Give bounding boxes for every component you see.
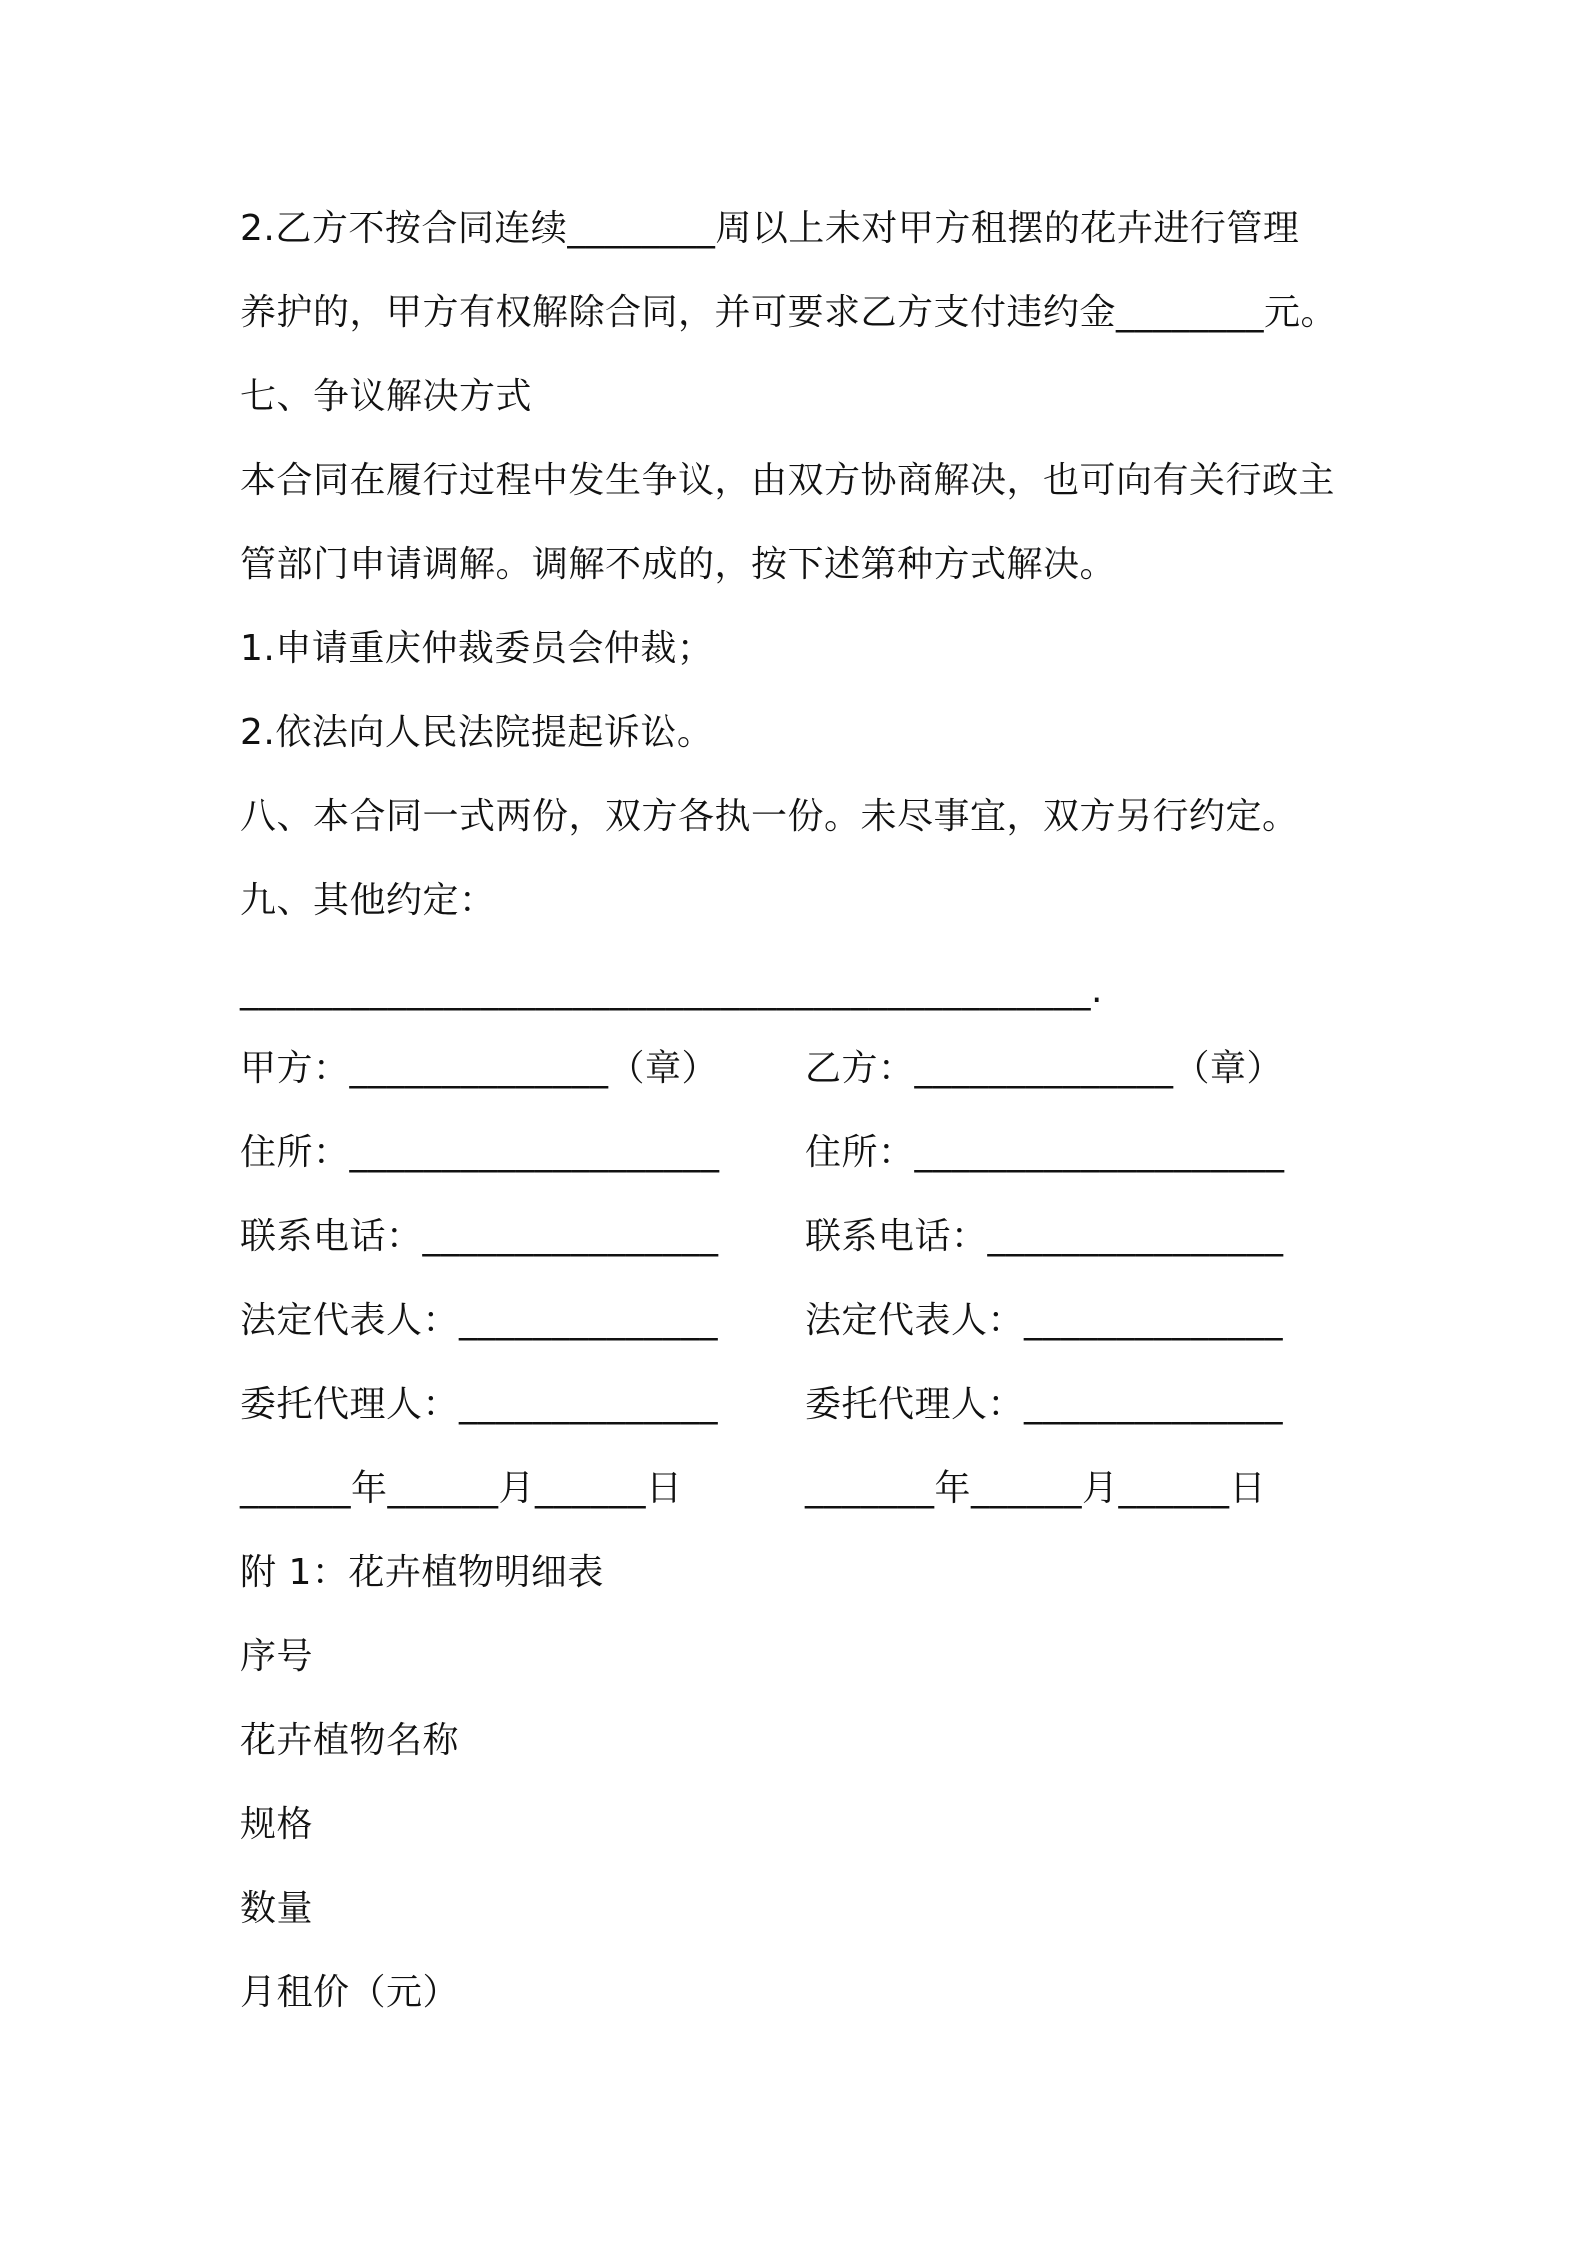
appendix-column-spec: 规格 [240, 1804, 314, 1845]
party-b-name: 乙方：______________（章） [805, 1048, 1284, 1089]
appendix-column-quantity: 数量 [240, 1888, 314, 1929]
section-7-heading: 七、争议解决方式 [240, 376, 533, 417]
dispute-option-1: 1.申请重庆仲裁委员会仲裁； [240, 628, 714, 669]
party-a-address: 住所：____________________ [240, 1132, 720, 1173]
breach-clause-2-line-1: 2.乙方不按合同连续________周以上未对甲方租摆的花卉进行管理 [240, 208, 1300, 249]
party-b-legal-rep: 法定代表人：______________ [805, 1300, 1284, 1341]
party-a-legal-rep: 法定代表人：______________ [240, 1300, 719, 1341]
appendix-column-plant-name: 花卉植物名称 [240, 1720, 460, 1761]
section-7-body-line-1: 本合同在履行过程中发生争议，由双方协商解决，也可向有关行政主 [240, 460, 1336, 501]
party-a-date: ______年______月______日 [240, 1468, 683, 1509]
section-9-heading: 九、其他约定： [240, 880, 496, 921]
party-a-phone: 联系电话：________________ [240, 1216, 719, 1257]
party-b-phone: 联系电话：________________ [805, 1216, 1284, 1257]
breach-clause-2-line-2: 养护的，甲方有权解除合同，并可要求乙方支付违约金________元。 [240, 292, 1338, 333]
party-b-address: 住所：____________________ [805, 1132, 1285, 1173]
appendix-title: 附 1：花卉植物明细表 [240, 1552, 604, 1593]
section-7-body-line-2: 管部门申请调解。调解不成的，按下述第种方式解决。 [240, 544, 1117, 585]
appendix-column-index: 序号 [240, 1636, 314, 1677]
section-9-blank-line: ______________________________________________. [240, 970, 1103, 1011]
dispute-option-2: 2.依法向人民法院提起诉讼。 [240, 712, 714, 753]
appendix-column-monthly-rent: 月租价（元） [240, 1972, 460, 2013]
party-a-name: 甲方：______________（章） [240, 1048, 719, 1089]
party-a-agent: 委托代理人：______________ [240, 1384, 719, 1425]
section-8: 八、本合同一式两份，双方各执一份。未尽事宜，双方另行约定。 [240, 796, 1299, 837]
party-b-agent: 委托代理人：______________ [805, 1384, 1284, 1425]
party-b-date: _______年______月______日 [805, 1468, 1266, 1509]
